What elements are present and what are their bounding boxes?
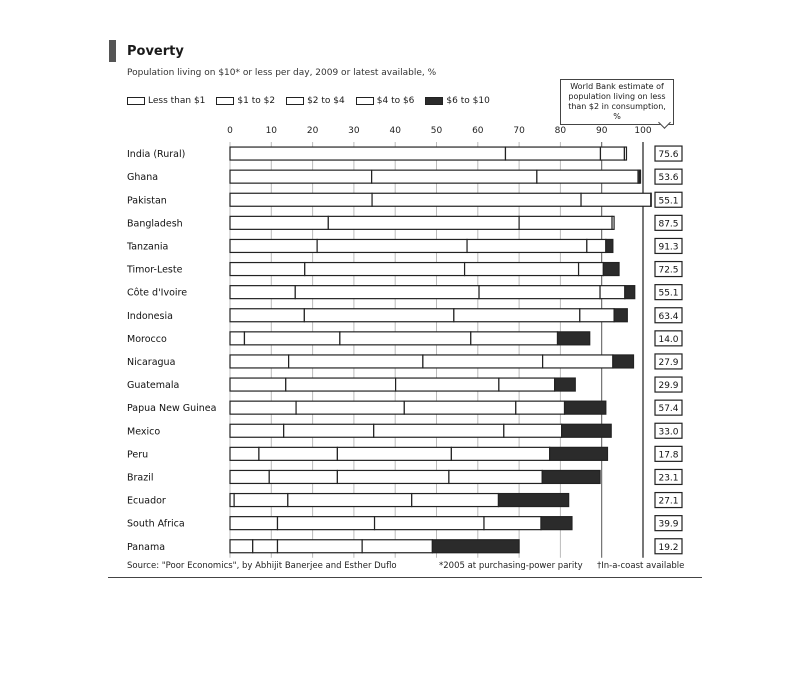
bar-segment (230, 355, 289, 368)
bar-segment (541, 517, 572, 530)
bar-segment (542, 470, 600, 483)
bar-segment (230, 286, 295, 299)
value-label: 63.4 (658, 311, 679, 322)
x-tick-label: 0 (227, 126, 233, 136)
bar-segment (230, 424, 284, 437)
bar-segment (603, 263, 619, 276)
category-label: Ecuador (127, 495, 166, 507)
bar-segment (328, 216, 519, 229)
bar-segment (465, 263, 579, 276)
category-label: Ghana (127, 172, 159, 184)
value-label: 87.5 (658, 219, 679, 230)
bar-segment (614, 309, 627, 322)
callout-box: World Bank estimate of population living on less than $2 in consumption, % (560, 79, 674, 125)
category-label: Panama (127, 541, 166, 553)
bar-segment (277, 517, 374, 530)
legend-label: $4 to $6 (376, 96, 415, 106)
bar-segment (253, 540, 278, 553)
bar-segment (230, 309, 304, 322)
category-label: Indonesia (127, 310, 173, 322)
bar-segment (230, 470, 269, 483)
value-label: 27.1 (658, 496, 679, 507)
x-tick-label: 40 (389, 126, 401, 136)
bar-segment (600, 286, 625, 299)
bar-segment (613, 355, 634, 368)
bar-segment (587, 239, 606, 252)
bar-segment (580, 309, 614, 322)
value-label: 19.2 (658, 542, 679, 553)
category-label: India (Rural) (127, 149, 186, 161)
value-label: 55.1 (658, 196, 679, 207)
x-tick-label: 10 (265, 126, 278, 136)
bar-segment (639, 170, 640, 183)
bar-segment (404, 401, 516, 414)
bar-segment (624, 147, 626, 160)
value-label: 23.1 (658, 473, 679, 484)
bar-segment (362, 540, 432, 553)
bar-segment (396, 378, 499, 391)
bar-segment (625, 286, 635, 299)
legend-label: $6 to $10 (446, 96, 490, 106)
footnote-ppp: *2005 at purchasing-power parity (439, 561, 583, 571)
x-tick-label: 100 (634, 126, 652, 136)
bar-segment (374, 424, 504, 437)
bar-segment (269, 470, 337, 483)
bar-segment (340, 332, 471, 345)
bar-segment (288, 494, 412, 507)
bar-segment (471, 332, 558, 345)
bar-segment (516, 401, 565, 414)
source-note: Source: "Poor Economics", by Abhijit Banerjee and Esther Duflo (127, 561, 397, 571)
bar-segment (612, 216, 614, 229)
footnote-dagger: †In-a-coast available (597, 561, 685, 571)
value-label: 27.9 (658, 357, 679, 368)
value-label: 33.0 (658, 427, 679, 438)
chart-subtitle: Population living on $10* or less per day, 2009 or latest available, % (127, 68, 437, 78)
x-tick-label: 30 (348, 126, 360, 136)
bar-segment (304, 309, 454, 322)
bar-segment (286, 378, 396, 391)
legend-label: $1 to $2 (237, 96, 276, 106)
bar-segment (372, 170, 537, 183)
bar-segment (372, 193, 581, 206)
bar-segment (562, 424, 612, 437)
bar-segment (449, 470, 542, 483)
bar-segment (230, 401, 296, 414)
chart-title: Poverty (127, 44, 184, 59)
bar-segment (230, 447, 259, 460)
category-label: Tanzania (127, 241, 169, 253)
category-label: Papua New Guinea (127, 403, 217, 415)
bar-segment (432, 540, 519, 553)
bar-segment (543, 355, 613, 368)
bar-segment (579, 263, 604, 276)
bar-segment (230, 239, 317, 252)
bar-segment (230, 517, 277, 530)
bar-segment (498, 494, 568, 507)
bar-segment (454, 309, 580, 322)
bar-segment (295, 286, 479, 299)
value-label: 55.1 (658, 288, 679, 299)
value-label: 14.0 (658, 334, 679, 345)
x-tick-label: 80 (554, 126, 567, 136)
value-label: 72.5 (658, 265, 679, 276)
x-tick-label: 20 (306, 126, 319, 136)
bar-segment (375, 517, 484, 530)
bar-segment (499, 378, 555, 391)
x-tick-label: 70 (513, 126, 525, 136)
bar-segment (230, 378, 286, 391)
category-label: South Africa (127, 518, 185, 530)
x-tick-label: 90 (595, 126, 608, 136)
value-label: 75.6 (658, 150, 679, 161)
bar-segment (519, 216, 612, 229)
category-label: Brazil (127, 472, 154, 484)
bar-segment (479, 286, 600, 299)
bar-segment (558, 332, 590, 345)
bar-segment (581, 193, 651, 206)
category-label: Nicaragua (127, 356, 176, 368)
bar-segment (230, 540, 253, 553)
category-label: Peru (127, 449, 149, 461)
x-tick-label: 60 (472, 126, 484, 136)
bar-segment (423, 355, 543, 368)
bar-segment (259, 447, 337, 460)
x-tick-label: 50 (430, 126, 443, 136)
category-label: Guatemala (127, 380, 180, 392)
bar-segment (230, 216, 328, 229)
bar-segment (412, 494, 499, 507)
bar-segment (230, 494, 234, 507)
bar-segment (230, 147, 505, 160)
bar-segment (606, 239, 613, 252)
bar-segment (244, 332, 339, 345)
category-label: Pakistan (127, 195, 167, 207)
category-label: Timor-Leste (127, 264, 183, 276)
bar-segment (230, 263, 305, 276)
value-label: 53.6 (658, 173, 679, 184)
bar-segment (337, 447, 451, 460)
bar-segment (305, 263, 465, 276)
bar-segment (555, 378, 576, 391)
legend-label: Less than $1 (148, 96, 206, 106)
bar-segment (451, 447, 549, 460)
bar-segment (550, 447, 608, 460)
value-label: 29.9 (658, 381, 679, 392)
bar-segment (234, 494, 288, 507)
bar-segment (505, 147, 600, 160)
bar-segment (230, 193, 372, 206)
bar-segment (565, 401, 606, 414)
value-label: 39.9 (658, 519, 679, 530)
bar-segment (600, 147, 624, 160)
footer-divider (108, 577, 702, 578)
bar-segment (537, 170, 638, 183)
value-label: 57.4 (658, 404, 679, 415)
bar-segment (296, 401, 404, 414)
bar-segment (230, 332, 244, 345)
legend-label: $2 to $4 (307, 96, 345, 106)
bar-segment (317, 239, 467, 252)
category-label: Bangladesh (127, 218, 183, 230)
value-label: 91.3 (658, 242, 679, 253)
category-label: Mexico (127, 426, 161, 438)
bar-segment (289, 355, 423, 368)
bar-segment (504, 424, 562, 437)
bar-segment (337, 470, 449, 483)
category-label: Morocco (127, 333, 167, 345)
bar-segment (230, 170, 372, 183)
category-label: Côte d'Ivoire (127, 287, 188, 299)
bar-segment (277, 540, 362, 553)
value-label: 17.8 (658, 450, 679, 461)
bar-segment (284, 424, 374, 437)
bar-segment (467, 239, 587, 252)
bar-segment (484, 517, 541, 530)
